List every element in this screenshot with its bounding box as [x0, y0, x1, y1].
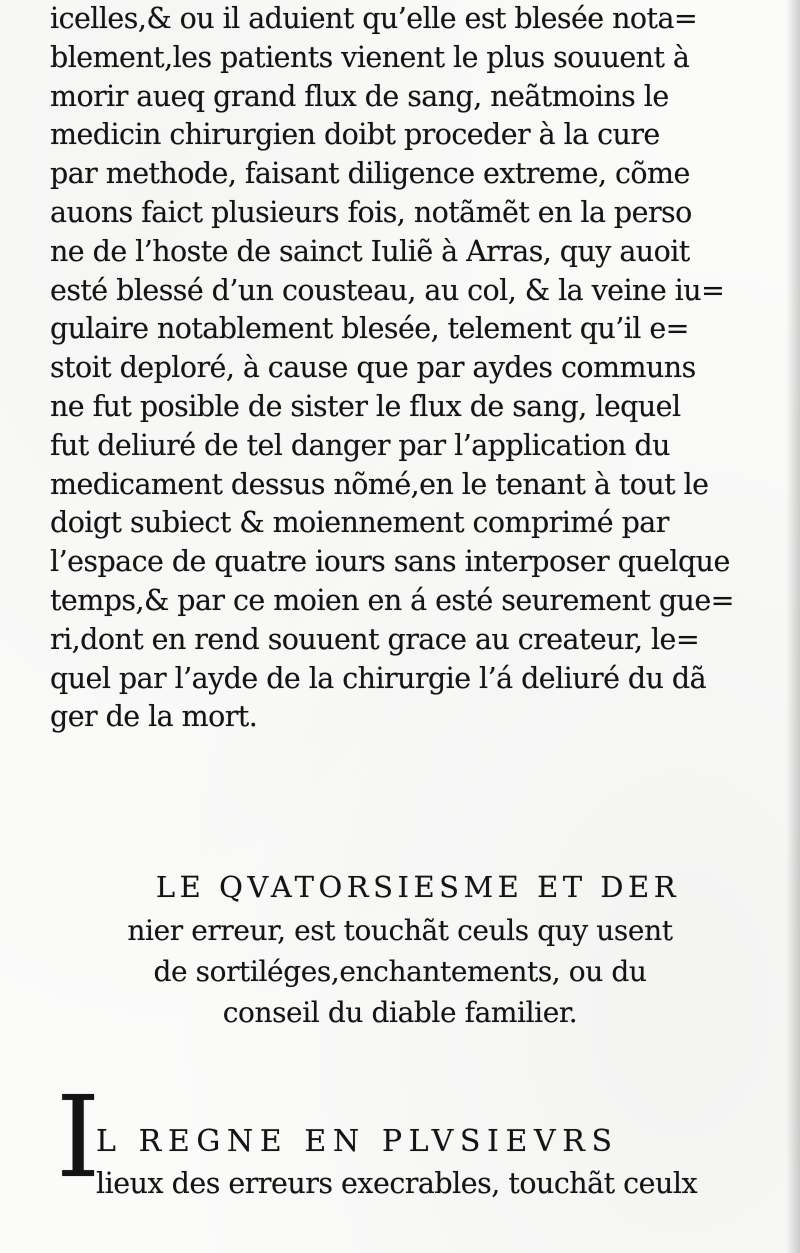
text-line: esté blessé d’un cousteau, au col, & la veine iu= — [50, 273, 725, 307]
next-paragraph — [96, 1120, 756, 1204]
text-line: ger de la mort. — [50, 700, 258, 734]
heading-line: nier erreur, est touchãt ceuls quy usent — [127, 914, 673, 947]
heading-line: de sortiléges,enchantements, ou du — [153, 955, 647, 988]
text-line: lieux des erreurs execrables, touchãt ceulx — [96, 1167, 698, 1200]
text-line: icelles,& ou il aduient qu’elle est blesée nota= — [50, 2, 698, 35]
chapter-heading — [0, 864, 800, 1033]
paragraph-opening-caps: L REGNE EN PLVSIEVRS — [96, 1124, 619, 1159]
text-line: doigt subiect & moiennement comprimé par — [50, 506, 669, 540]
heading-title-line: LE QVATORSIESME ET DER — [155, 870, 681, 904]
text-line: gulaire notablement blesée, telement qu’il e= — [50, 312, 690, 346]
heading-line: conseil du diable familier. — [222, 996, 578, 1029]
text-line: morir aueq grand flux de sang, neãtmoins le — [50, 79, 669, 113]
body-paragraph — [50, 0, 760, 737]
text-line: temps,& par ce moien en á esté seurement gue= — [50, 583, 734, 617]
text-line: blement,les patients vienent le plus souuent à — [50, 40, 690, 74]
text-line: medicin chirurgien doibt proceder à la cure — [50, 118, 660, 152]
text-line: quel par l’ayde de la chirurgie l’á deliuré du dã — [50, 661, 707, 695]
text-line: l’espace de quatre iours sans interposer quelque — [50, 545, 730, 579]
text-line: ne fut posible de sister le flux de sang, lequel — [50, 389, 681, 423]
text-line: par methode, faisant diligence extreme, cõme — [50, 157, 690, 191]
text-line: ne de l’hoste de sainct Iuliẽ à Arras, quy auoit — [50, 234, 690, 268]
drop-cap: I — [56, 1073, 101, 1203]
text-line: stoit deploré, à cause que par aydes communs — [50, 351, 696, 385]
text-line: medicament dessus nõmé,en le tenant à tout le — [50, 467, 709, 501]
text-line: auons faict plusieurs fois, notãmẽt en la perso — [50, 195, 692, 229]
page-edge-shadow — [786, 0, 800, 1253]
text-line: ri,dont en rend souuent grace au createur, le= — [50, 622, 700, 656]
text-line: fut deliuré de tel danger par l’application du — [50, 428, 670, 462]
